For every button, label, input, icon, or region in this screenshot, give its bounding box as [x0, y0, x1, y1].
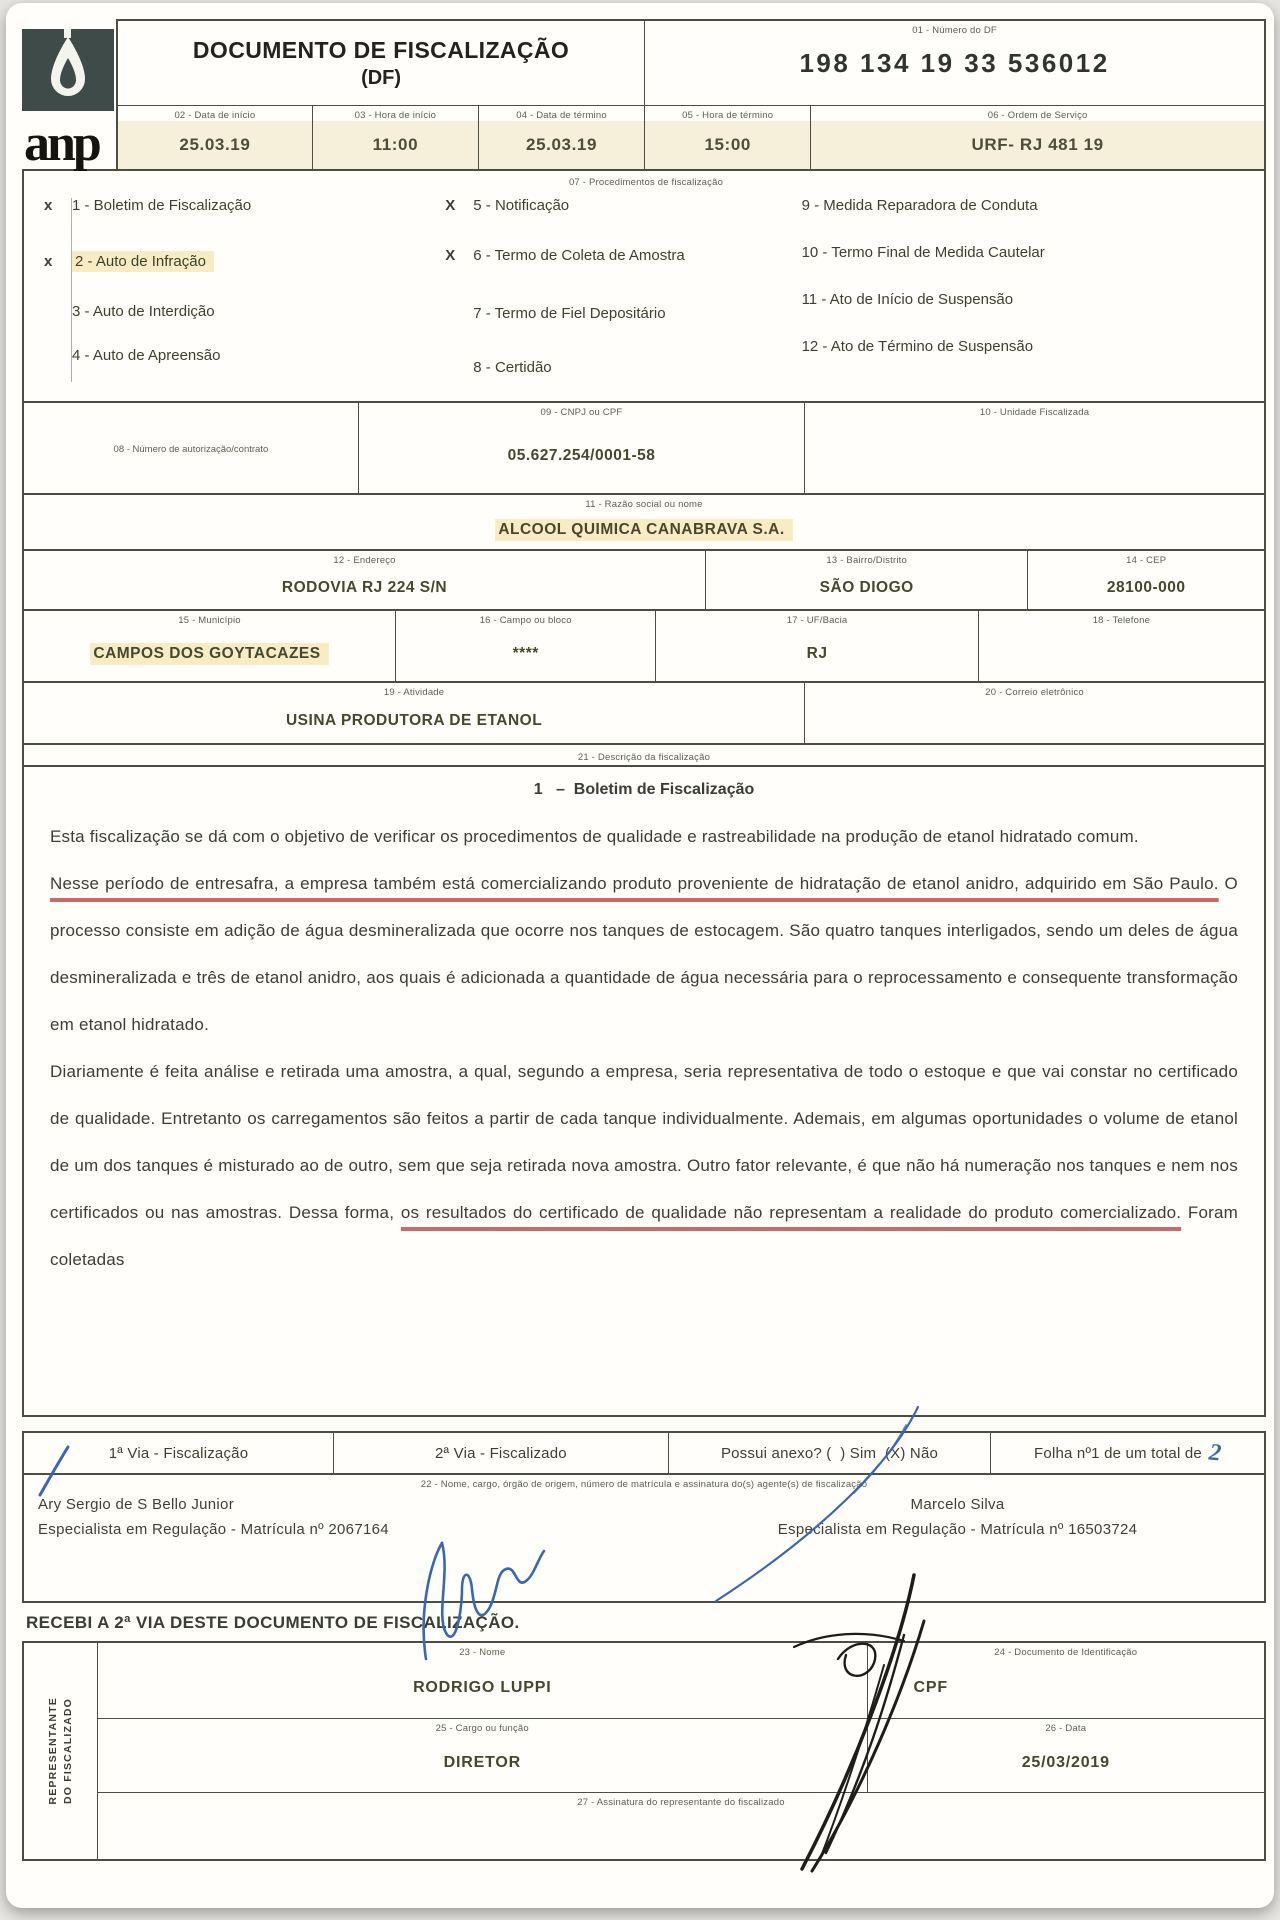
procedure-label: 11 - Ato de Início de Suspensão: [801, 291, 1014, 308]
field-label: 23 - Nome: [459, 1647, 506, 1658]
procedure-item-10: [768, 241, 1254, 288]
procedure-label: [72, 250, 214, 272]
field-label: 05 - Hora de término: [682, 110, 774, 121]
highlighted-text: ALCOOL QUIMICA CANABRAVA S.A.: [495, 519, 792, 541]
field-telefone: [979, 611, 1264, 681]
document-title: DOCUMENTO DE FISCALIZAÇÃO: [192, 36, 570, 63]
procedure-label: 12 - Ato de Término de Suspensão: [801, 338, 1034, 355]
procedure-label: 1 - Boletim de Fiscalização: [72, 197, 252, 214]
checkbox-mark: X: [445, 247, 456, 264]
field-value: 25.03.19: [118, 121, 312, 169]
nome-value: RODRIGO LUPPI: [413, 1679, 552, 1696]
cargo-value: DIRETOR: [443, 1754, 521, 1771]
uf-value: RJ: [806, 644, 828, 662]
field-municipio: [24, 611, 396, 681]
procedures-section: [22, 169, 1266, 403]
field-hora-termino: [645, 106, 811, 169]
checkbox-mark: x: [44, 253, 53, 270]
checkbox-mark: [768, 288, 802, 291]
company-name-value: [24, 510, 1264, 549]
folha-label: Folha nº1 de um total de: [1034, 1444, 1202, 1462]
field-value: URF- RJ 481 19: [811, 121, 1264, 169]
field-cep: [1028, 551, 1264, 609]
address-row: [22, 549, 1266, 611]
representative-side-label: [24, 1643, 98, 1859]
description-body: [22, 765, 1266, 1417]
procedure-item-4: [38, 344, 439, 378]
field-label: 02 - Data de início: [174, 110, 256, 121]
agents-label: 22 - Nome, cargo, órgão de origem, número de matrícula e assinatura do(s) agente(s) de fiscalização: [420, 1479, 868, 1490]
field-label: 17 - UF/Bacia: [786, 615, 848, 626]
field-bairro: [706, 551, 1028, 609]
agent-2-name: Marcelo Silva: [910, 1496, 1005, 1513]
date-time-row: [118, 105, 1264, 169]
cnpj-value: 05.627.254/0001-58: [507, 446, 656, 464]
form-header: [22, 19, 1266, 171]
field-campo-bloco: [396, 611, 656, 681]
procedure-label: 7 - Termo de Fiel Depositário: [473, 305, 666, 322]
description-heading: 1 – Boletim de Fiscalização: [533, 781, 755, 798]
agent-1-role: Especialista em Regulação - Matrícula nº 2067164: [38, 1521, 389, 1538]
field-assinatura: [98, 1793, 1264, 1859]
procedure-item-12: [768, 335, 1254, 382]
checkbox-mark: [439, 356, 473, 359]
checkbox-mark: [439, 302, 473, 305]
highlighted-text: 2 - Auto de Infração: [72, 251, 214, 272]
checkbox-mark: [38, 344, 72, 347]
procedure-item-1: [38, 194, 439, 250]
procedure-item-7: [439, 302, 767, 356]
field-data-inicio: [118, 106, 313, 169]
field-label: 10 - Unidade Fiscalizada: [979, 407, 1090, 418]
procedure-item-6: [439, 244, 767, 302]
paragraph-2: [50, 860, 1238, 1048]
campo-value: ****: [512, 644, 539, 662]
field-label: 16 - Campo ou bloco: [479, 615, 572, 626]
municipality-row: [22, 609, 1266, 683]
procedure-label: 8 - Certidão: [473, 359, 552, 376]
copies-strip: [22, 1431, 1266, 1475]
paragraph-text: Foram coletadas: [50, 1203, 1238, 1269]
anexo-cell: Possui anexo? ( ) Sim (X) Não: [669, 1433, 991, 1473]
field-correio-eletronico: [805, 683, 1264, 743]
procedure-item-8: [439, 356, 767, 386]
field-label: 18 - Telefone: [1092, 615, 1151, 626]
procedure-item-2: [38, 250, 439, 300]
procedures-label: 07 - Procedimentos de fiscalização: [568, 177, 724, 188]
field-value: 15:00: [645, 121, 810, 169]
representative-section: [22, 1641, 1266, 1861]
df-form: [22, 19, 1266, 1861]
red-underlined-text: Nesse período de entresafra, a empresa também está comercializando produto proveniente de hidratação de etanol anidro, adquirido em São Paulo.: [50, 874, 1219, 893]
field-hora-inicio: [313, 106, 479, 169]
agents-names: [24, 1496, 1264, 1538]
field-uf-bacia: [656, 611, 978, 681]
field-label: 08 - Número de autorização/contrato: [113, 443, 269, 455]
procedure-label: 4 - Auto de Apreensão: [72, 347, 221, 364]
data-value: 25/03/2019: [1021, 1754, 1110, 1771]
procedure-label: 9 - Medida Reparadora de Conduta: [801, 197, 1038, 214]
field-label: 03 - Hora de início: [354, 110, 437, 121]
field-label: 12 - Endereço: [333, 555, 396, 566]
documento-value: CPF: [913, 1679, 948, 1696]
description-label-row: [22, 743, 1266, 767]
anp-drop-logo-icon: [22, 29, 114, 111]
field-label: 26 - Data: [1045, 1723, 1087, 1734]
document-title-abbrev: (DF): [361, 66, 402, 89]
scanned-page: [6, 3, 1274, 1908]
via-1-cell: 1ª Via - Fiscalização: [24, 1433, 334, 1473]
procedure-label: 3 - Auto de Interdição: [72, 303, 215, 320]
bairro-value: SÃO DIOGO: [819, 578, 914, 596]
paragraph-3: [50, 1048, 1238, 1283]
field-value: 25.03.19: [479, 121, 644, 169]
agent-1-name: Ary Sergio de S Bello Junior: [38, 1496, 234, 1513]
procedure-item-11: [768, 288, 1254, 335]
field-cargo: [98, 1719, 868, 1792]
folha-cell: [991, 1433, 1264, 1473]
field-label: 15 - Município: [178, 615, 241, 626]
field-label: 06 - Ordem de Serviço: [987, 110, 1088, 121]
field-label: 24 - Documento de Identificação: [994, 1647, 1138, 1658]
handwritten-total-pages: 2: [1207, 1438, 1223, 1467]
atividade-value: USINA PRODUTORA DE ETANOL: [285, 711, 543, 729]
checkbox-mark: [38, 300, 72, 303]
field-cnpj: [359, 403, 805, 493]
agents-section: [22, 1473, 1266, 1603]
activity-row: [22, 681, 1266, 745]
field-data-termino: [479, 106, 645, 169]
field-endereco: [24, 551, 706, 609]
field-label: 13 - Bairro/Distrito: [826, 555, 907, 566]
anp-logo-block: [22, 19, 116, 171]
field-label: 11 - Razão social ou nome: [585, 499, 703, 510]
checkbox-mark: [768, 335, 802, 338]
checkbox-mark: [768, 194, 802, 197]
highlighted-text: CAMPOS DOS GOYTACAZES: [90, 643, 328, 665]
field-label: 09 - CNPJ ou CPF: [540, 407, 623, 418]
procedures-grid: [38, 194, 1254, 386]
procedure-item-5: [439, 194, 767, 244]
receipt-statement: RECEBI A 2ª VIA DESTE DOCUMENTO DE FISCALIZAÇÃO.: [26, 1613, 520, 1632]
field-value: 11:00: [313, 121, 478, 169]
field-autorizacao: [24, 403, 359, 493]
document-title-cell: [118, 21, 645, 105]
field-label: 19 - Atividade: [383, 687, 445, 698]
representative-fields: [98, 1643, 1264, 1859]
field-label: 20 - Correio eletrônico: [985, 687, 1084, 698]
agent-1: [24, 1496, 651, 1538]
field-label: 27 - Assinatura do representante do fiscalizado: [577, 1797, 785, 1808]
field-label: 04 - Data de término: [516, 110, 607, 121]
procedures-column-1: [38, 194, 439, 386]
cep-value: 28100-000: [1106, 578, 1186, 596]
checkbox-mark: X: [445, 197, 456, 214]
via-2-cell: 2ª Via - Fiscalizado: [334, 1433, 669, 1473]
checkbox-mark: x: [44, 197, 53, 214]
red-underlined-text: os resultados do certificado de qualidade não representam a realidade do produto comercializado.: [400, 1203, 1182, 1222]
description-label: 21 - Descrição da fiscalização: [577, 751, 711, 763]
procedure-item-3: [38, 300, 439, 344]
representative-row-3: [98, 1793, 1264, 1859]
field-atividade: [24, 683, 805, 743]
representative-row-1: [98, 1643, 1264, 1719]
side-label-line-2: DO FISCALIZADO: [62, 1697, 74, 1805]
paragraph-text: O processo consiste em adição de água desmineralizada que ocorre nos tanques de estocagem. São quatro tanques interligados, sendo um deles de água desmineralizada e três de etanol anidro, aos quais é adicionada a quantidade de água necessária para o reprocessamento e consequente transformação em etanol hidratado.: [50, 874, 1238, 1034]
procedures-column-2: [439, 194, 767, 386]
procedures-column-3: [768, 194, 1254, 386]
representative-row-2: [98, 1719, 1264, 1793]
checkbox-mark: [768, 241, 802, 244]
field-data: [868, 1719, 1264, 1792]
field-label: 25 - Cargo ou função: [435, 1723, 529, 1734]
anp-wordmark: anp: [24, 115, 99, 172]
procedure-label: 10 - Termo Final de Medida Cautelar: [801, 244, 1045, 261]
company-name-row: [22, 493, 1266, 551]
registration-row: [22, 401, 1266, 495]
procedure-label: 6 - Termo de Coleta de Amostra: [473, 247, 685, 264]
field-ordem-servico: [811, 106, 1264, 169]
field-unidade-fiscalizada: [805, 403, 1264, 493]
procedure-label: 5 - Notificação: [473, 197, 570, 214]
agent-2: [651, 1496, 1264, 1538]
title-row: [118, 21, 1264, 105]
field-nome: [98, 1643, 868, 1718]
header-table: [116, 19, 1266, 171]
df-number-cell: [645, 21, 1264, 105]
side-label-line-1: REPRESENTANTE: [47, 1697, 59, 1805]
paragraph-1: Esta fiscalização se dá com o objetivo de verificar os procedimentos de qualidade e rastreabilidade na produção de etanol hidratado comum.: [50, 827, 1139, 846]
field-label: 14 - CEP: [1126, 555, 1167, 566]
df-number-value: 198 134 19 33 536012: [799, 48, 1110, 78]
endereco-value: RODOVIA RJ 224 S/N: [281, 578, 448, 596]
agent-2-role: Especialista em Regulação - Matrícula nº 16503724: [777, 1521, 1138, 1538]
field-documento: [868, 1643, 1264, 1718]
df-number-label: 01 - Número do DF: [912, 25, 997, 36]
procedure-item-9: [768, 194, 1254, 241]
municipio-value: [24, 626, 395, 681]
paragraph-text: Diariamente é feita análise e retirada uma amostra, a qual, segundo a empresa, seria representativa de todo o estoque e que vai constar no certificado de qualidade. Entretanto os carregamentos são feitos a partir de cada tanque individualmente. Ademais, em algumas oportunidades o volume de etanol de um dos tanques é misturado ao de outro, sem que seja retirada nova amostra. Outro fator relevante, é que não há numeração nos tanques e nem nos certificados ou nas amostras. Dessa forma,: [50, 1062, 1238, 1222]
